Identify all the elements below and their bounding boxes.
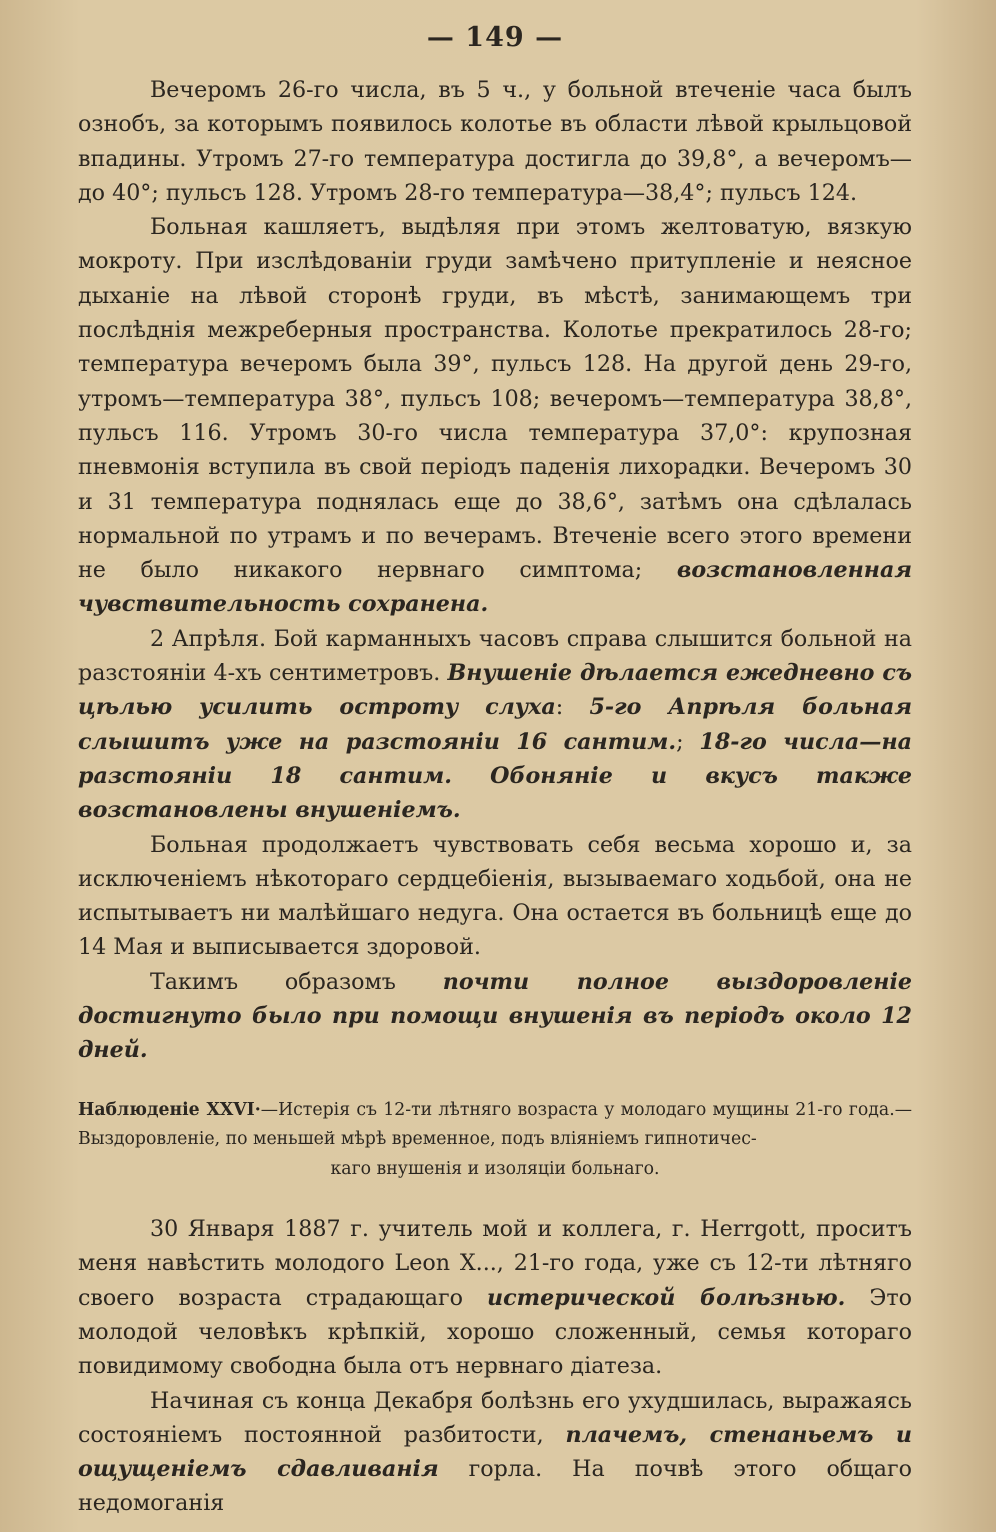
observation-title: —Истерія съ 12-ти лѣтняго возраста у молодаго мущины 21-го года.—Выздоровленіе, по меньшей мѣрѣ временное, подъ вліяніемъ гипнотичес- <box>78 1099 912 1150</box>
paragraph-text: ; <box>676 728 700 755</box>
paragraph-text: Начиная съ конца Декабря болѣзнь его ухудшилась, выражаясь состояніемъ постоянной разбитости, <box>78 1387 912 1448</box>
emphasis-text: Внушеніе дѣлается ежедневно съ цѣлью усилить остроту слуха <box>78 660 912 721</box>
paragraph-text: 2 Апрѣля. Бой карманныхъ часовъ справа слышится больной на разстояніи 4-хъ сентиметровъ. <box>78 625 912 687</box>
observation-heading <box>78 1096 912 1155</box>
paragraph-text: горла. На почвѣ этого общаго недомоганія <box>78 1456 913 1517</box>
paragraph-text: Больная продолжаетъ чувствовать себя весьма хорошо и, за исключеніемъ нѣкотораго сердцебіенія, вызываемаго ходьбой, она не испытываетъ ни малѣйшаго недуга. Она остается въ больницѣ еще до 14 Мая и выписывается здоровой. <box>78 831 912 961</box>
page-number: — 149 — <box>426 22 564 53</box>
paragraph-text: : <box>555 694 590 721</box>
observation-number: Наблюденіе XXVI· <box>78 1099 261 1120</box>
paragraph-text: Больная кашляетъ, выдѣляя при этомъ желтоватую, вязкую мокроту. При изслѣдованіи груди замѣчено притупленіе и неясное дыханіе на лѣвой сторонѣ груди, въ мѣстѣ, занимающемъ три послѣднія межреберныя пространства. Колотье прекратилось 28-го; температура вечеромъ была 39°, пульсъ 128. На другой день 29-го, утромъ—температура 38°, пульсъ 108; вечеромъ—температура 38,8°, пульсъ 116. Утромъ 30-го числа температура 37,0°: крупозная пневмонія вступила въ свой періодъ паденія лихорадки. Вечеромъ 30 и 31 температура поднялась еще до 38,6°, затѣмъ она сдѣлалась нормальной по утрамъ и по вечерамъ. Втеченіе всего этого времени не было никакого нервнаго симптома; <box>78 214 912 584</box>
paragraph-3 <box>78 622 912 828</box>
emphasis-text: истерической болѣзнью. <box>487 1284 846 1311</box>
emphasis-text: 18-го числа—на разстояніи 18 сантим. Обоняніе и вкусъ также возстановлены внушеніемъ. <box>78 728 913 824</box>
observation-heading-end: каго внушенія и изоляціи больнаго. <box>330 1158 660 1179</box>
paragraph-text: 30 Января 1887 г. учитель мой и коллега, г. Herrgott, проситъ меня навѣстить молодого Leon X..., 21-го года, уже съ 12-ти лѣтняго своего возраста страдающаго <box>78 1216 912 1311</box>
paragraph-text: Вечеромъ 26-го числа, въ 5 ч., у больной втеченіе часа былъ ознобъ, за которымъ появилось колотье въ области лѣвой крыльцовой впадины. Утромъ 27-го температура достигла до 39,8°, а вечеромъ—до 40°; пульсъ 128. Утромъ 28-го температура—38,4°; пульсъ 124. <box>78 77 912 206</box>
emphasis-text: плачемъ, стенаньемъ и ощущеніемъ сдавливанія <box>78 1421 913 1483</box>
paragraph-4 <box>78 828 912 965</box>
paragraph-5 <box>78 965 912 1068</box>
paragraph-7 <box>78 1384 912 1521</box>
paragraph-text: Такимъ образомъ <box>150 968 443 995</box>
emphasis-text: 5-го Апрѣля больная слышитъ уже на разстояніи 16 сантим. <box>78 694 912 755</box>
paragraph-6 <box>78 1212 912 1383</box>
emphasis-text: почти полное выздоровленіе достигнуто было при помощи внушенія въ періодъ около 12 дней. <box>78 968 912 1064</box>
paragraph-text: Это молодой человѣкъ крѣпкій, хорошо сложенный, семья котораго повидимому свободна была отъ нервнаго діатеза. <box>78 1284 912 1380</box>
emphasis-text: возстановленная чувствительность сохранена. <box>78 557 912 618</box>
paragraph-2 <box>78 210 912 622</box>
paragraph-1 <box>78 73 912 210</box>
